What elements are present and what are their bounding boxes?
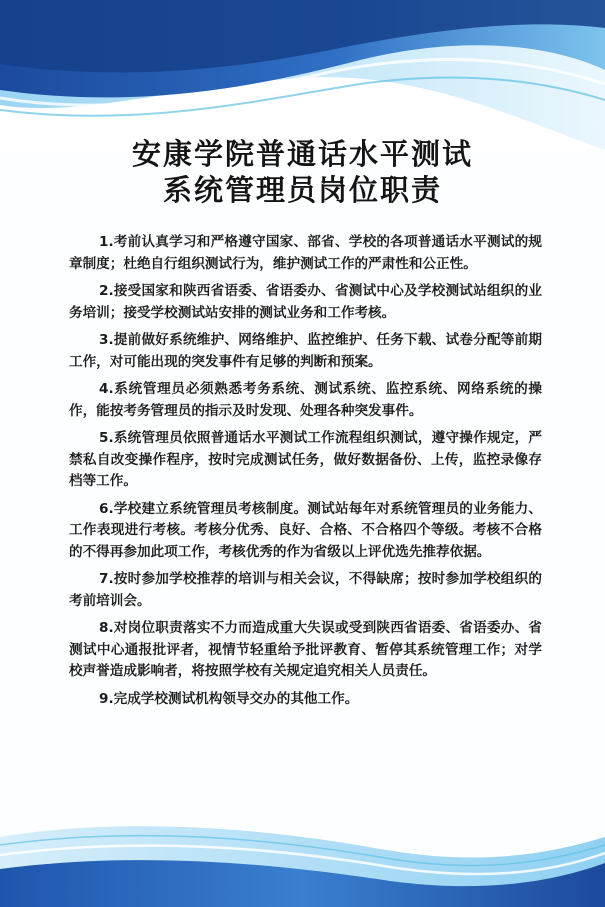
duty-item-4: 4.系统管理员必须熟悉考务系统、测试系统、监控系统、网络系统的操作，能按考务管理员的指示及时发现、处理各种突发事件。 [69,381,542,419]
duty-item-7: 7.按时参加学校推荐的培训与相关会议，不得缺席；按时参加学校组织的考前培训会。 [69,571,542,609]
duty-item-9: 9.完成学校测试机构领导交办的其他工作。 [99,690,359,707]
duty-item-8: 8.对岗位职责落实不力而造成重大失误或受到陕西省语委、省语委办、省测试中心通报批评者，视情节轻重给予批评教育、暂停其系统管理工作；对学校声誉造成影响者，将按照学校有关规定追究相关人员责任。 [69,620,542,679]
duty-item-2: 2.接受国家和陕西省语委、省语委办、省测试中心及学校测试站组织的业务培训；接受学校测试站安排的测试业务和工作考核。 [69,283,542,321]
title-line-2: 系统管理员岗位职责 [162,173,442,207]
duties-list [69,232,542,716]
duty-item-5: 5.系统管理员依照普通话水平测试工作流程组织测试，遵守操作规定，严禁私自改变操作程序，按时完成测试任务，做好数据备份、上传，监控录像存档等工作。 [69,430,542,489]
top-wave-decoration [0,0,605,150]
bottom-wave-decoration [0,797,605,907]
duty-item-1: 1.考前认真学习和严格遵守国家、部省、学校的各项普通话水平测试的规章制度；杜绝自行组织测试行为，维护测试工作的严肃性和公正性。 [69,234,542,272]
duty-item-6: 6.学校建立系统管理员考核制度。测试站每年对系统管理员的业务能力、工作表现进行考核。考核分优秀、良好、合格、不合格四个等级。考核不合格的不得再参加此项工作，考核优秀的作为省级以上评优选先推荐依据。 [69,500,542,560]
duty-item-3: 3.提前做好系统维护、网络维护、监控维护、任务下载、试卷分配等前期工作，对可能出现的突发事件有足够的判断和预案。 [69,332,542,370]
page-title [0,136,605,208]
title-line-1: 安康学院普通话水平测试 [131,137,473,171]
